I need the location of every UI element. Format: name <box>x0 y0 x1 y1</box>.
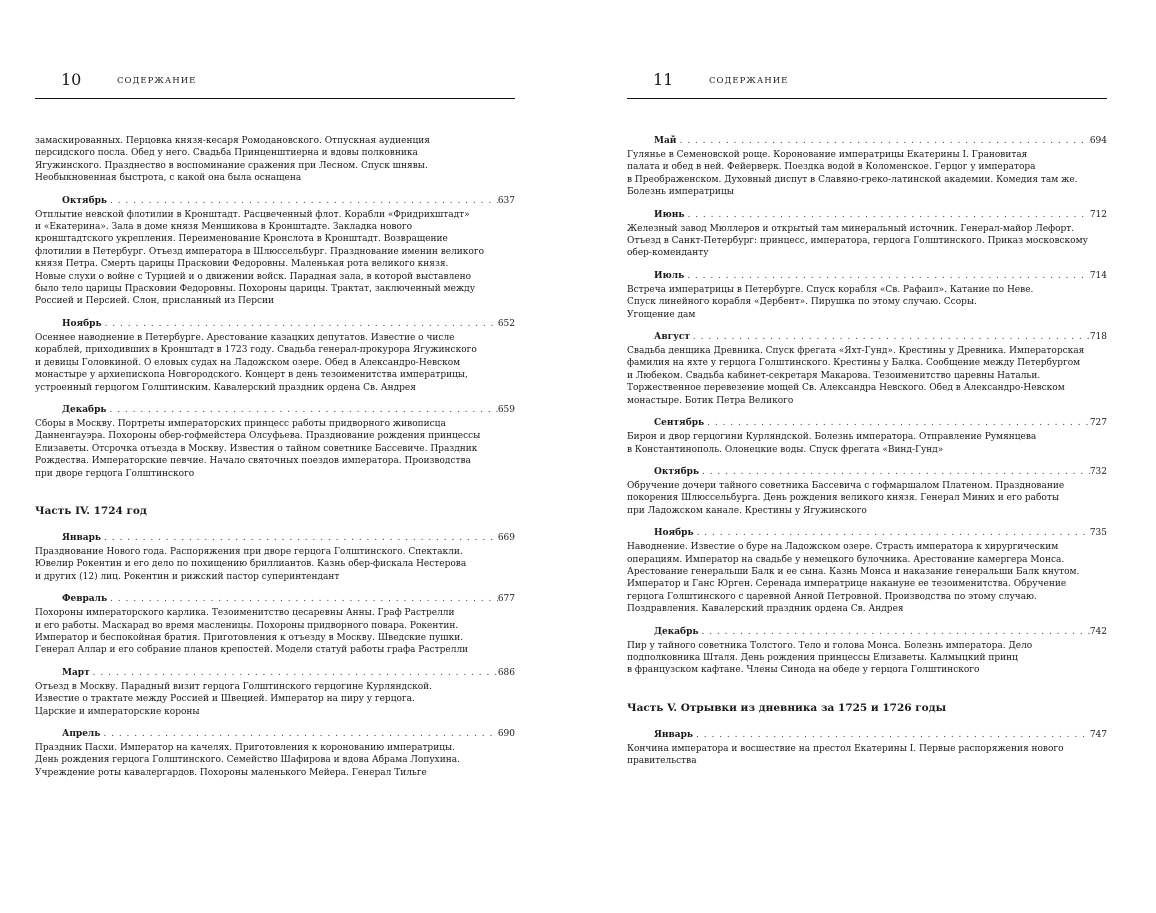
description-line: Бирон и двор герцогини Курляндской. Болезнь императора. Отправление Румянцева <box>627 432 1037 443</box>
entry-description <box>35 681 515 718</box>
description-line: Ягужинского. Празднество в воспоминание сражения при Лесном. Спуск шнявы. <box>35 160 428 171</box>
toc-entry <box>35 667 515 718</box>
description-line: Обручение дочери тайного советника Бассевича с гофмаршалом Платеном. Празднование <box>627 480 1065 491</box>
part-title: Часть V. Отрывки из дневника за 1725 и 1726 годы <box>627 701 947 714</box>
toc-entry <box>35 404 515 480</box>
entry-description <box>627 345 1107 407</box>
right-page <box>627 0 1107 913</box>
description-line: Учреждение роты кавалергардов. Похороны маленького Мейера. Генерал Тильге <box>35 767 427 778</box>
dot-leader <box>90 667 498 680</box>
page-reference: 637 <box>497 195 515 206</box>
description-line: фамилия на яхте у герцога Голштинского. Крестины у Балка. Сообщение между Петербургом <box>627 358 1081 369</box>
description-line: при Ладожском канале. Крестины у Ягужинского <box>627 505 867 516</box>
page-reference: 735 <box>1089 528 1107 539</box>
dot-leader <box>107 593 498 606</box>
page-reference: 727 <box>1089 418 1107 429</box>
month-label: Май <box>654 136 677 146</box>
toc-entry <box>627 270 1107 321</box>
description-line: Отплытие невской флотилии в Кронштадт. Расцвеченный флот. Корабли «Фридрихштадт» <box>35 209 470 220</box>
page-reference: 677 <box>497 594 515 605</box>
dot-leader <box>698 626 1089 639</box>
toc-entry-heading <box>35 667 515 680</box>
entry-description <box>627 223 1107 260</box>
page-reference: 712 <box>1089 209 1107 220</box>
entry-description <box>35 332 515 394</box>
description-line: Похороны императорского карлика. Тезоименитство цесаревны Анны. Граф Растрелли <box>35 608 455 619</box>
description-line: Арестование генеральши Балк и ее сына. Казнь Монса и наказание генеральши Балк кнутом. <box>627 566 1080 577</box>
dot-leader <box>107 195 498 208</box>
entry-description <box>627 149 1107 199</box>
description-line: Елизаветы. Отсрочка отъезда в Москву. Известия о тайном советнике Бассевиче. Праздник <box>35 443 478 454</box>
dot-leader <box>690 331 1090 344</box>
toc-entry-heading <box>627 209 1107 222</box>
description-line: Новые слухи о войне с Турцией и о движении войск. Парадная зала, в которой выставлено <box>35 271 472 282</box>
month-label: Март <box>62 667 90 678</box>
month-label: Февраль <box>62 594 108 605</box>
dot-leader <box>699 466 1090 479</box>
month-label: Декабрь <box>62 404 107 415</box>
toc-intro-text <box>35 135 515 185</box>
description-line: и других (12) лиц. Рокентин и рижский пастор суперинтендант <box>35 571 340 582</box>
toc-entry <box>35 593 515 657</box>
description-line: правительства <box>627 756 697 767</box>
entry-description <box>35 742 515 779</box>
description-line: Царские и императорские короны <box>35 706 200 717</box>
entry-description <box>627 743 1107 768</box>
description-line: покорения Шлюссельбурга. День рождения великого князя. Генерал Миних и его работы <box>627 493 1059 504</box>
dot-leader <box>693 729 1090 742</box>
dot-leader <box>101 532 498 545</box>
toc-entry <box>627 209 1107 260</box>
toc-entry-heading <box>627 331 1107 344</box>
entry-description <box>627 640 1107 677</box>
month-label: Ноябрь <box>654 528 694 539</box>
description-line: Генерал Аллар и его собрание планов крепостей. Модели статуй работы графа Растрелли <box>35 645 469 656</box>
description-line: Праздник Пасхи. Император на качелях. Приготовления к коронованию императрицы. <box>35 743 456 753</box>
description-line: Гулянье в Семеновской роще. Коронование императрицы Екатерины I. Грановитая <box>627 150 1028 160</box>
toc-content <box>35 134 515 789</box>
toc-entry <box>627 417 1107 456</box>
description-line: Необыкновенная быстрота, с какой она была оснащена <box>35 173 302 184</box>
page-reference: 669 <box>497 532 515 543</box>
left-page <box>35 0 515 913</box>
page-reference: 694 <box>1089 136 1107 146</box>
description-line: Сборы в Москву. Портреты императорских принцесс работы придворного живописца <box>35 418 446 429</box>
month-label: Январь <box>654 729 694 740</box>
description-line: было тело царицы Прасковии Федоровны. Похороны царицы. Трактат, заключенный между <box>35 284 476 295</box>
toc-entry-heading <box>627 466 1107 479</box>
toc-entry-heading <box>627 527 1107 540</box>
description-line: Отъезд в Москву. Парадный визит герцога Голштинского герцогине Курляндской. <box>35 681 433 692</box>
toc-entry <box>627 729 1107 768</box>
description-line: Россией и Персией. Слон, присланный из Персии <box>35 296 275 307</box>
entry-description <box>35 607 515 657</box>
description-line: герцога Голштинского с царевной Анной Петровной. Производства по этому случаю. <box>627 591 1037 602</box>
description-line: Кончина императора и восшествие на престол Екатерины I. Первые распоряжения нового <box>627 743 1064 754</box>
description-line: Празднование Нового года. Распоряжения при дворе герцога Голштинского. Спектакли. <box>35 546 463 557</box>
toc-entry-heading <box>35 728 515 741</box>
month-label: Ноябрь <box>62 318 102 329</box>
toc-entry <box>627 527 1107 615</box>
toc-entry <box>627 466 1107 517</box>
dot-leader <box>676 135 1089 148</box>
running-head: СОДЕРЖАНИЕ <box>709 76 789 86</box>
toc-entry <box>35 532 515 583</box>
description-line: Император и Ганс Юрген. Серенада императрице накануне ее тезоименитства. Обручение <box>627 579 1067 590</box>
description-line: в Константинополь. Олонецкие воды. Спуск фрегата «Винд-Гунд» <box>627 444 944 455</box>
month-label: Октябрь <box>62 195 107 206</box>
month-label: Август <box>654 332 690 343</box>
description-line: Встреча императрицы в Петербурге. Спуск корабля «Св. Рафаил». Катание по Неве. <box>627 284 1034 295</box>
entry-description <box>35 546 515 583</box>
entry-description <box>627 480 1107 517</box>
toc-entry <box>627 626 1107 677</box>
page-reference: 742 <box>1089 626 1107 637</box>
description-line: Данненгауэра. Похороны обер-гофмейстера Олсуфьева. Празднование рождения принцессы <box>35 431 481 442</box>
description-line: Свадьба денщика Древника. Спуск фрегата «Яхт-Гунд». Крестины у Древника. Императорская <box>627 346 1085 357</box>
dot-leader <box>704 417 1090 430</box>
description-line: устроенный герцогом Голштинским. Кавалерский праздник ордена Св. Андрея <box>35 382 416 393</box>
description-line: Торжественное перевезение мощей Св. Александра Невского. Обед в Александро-Невском <box>627 383 1065 394</box>
description-line: Ювелир Рокентин и его дело по похищению бриллиантов. Казнь обер-фискала Нестерова <box>35 559 467 570</box>
toc-entries <box>35 532 515 779</box>
entry-description <box>35 209 515 308</box>
entry-description <box>627 284 1107 321</box>
toc-entry-heading <box>35 593 515 606</box>
description-line: Болезнь императрицы <box>627 187 734 198</box>
description-line: Пир у тайного советника Толстого. Тело и голова Монса. Болезнь императора. Дело <box>627 640 1033 651</box>
month-label: Июль <box>654 270 685 281</box>
toc-entry <box>627 331 1107 407</box>
month-label: Декабрь <box>654 626 699 637</box>
toc-entry-heading <box>35 532 515 545</box>
description-line: День рождения герцога Голштинского. Семейство Шафирова и вдова Абрама Лопухина. <box>35 755 460 766</box>
description-line: замаскированных. Перцовка князя-кесаря Ромодановского. Отпускная аудиенция <box>35 136 430 146</box>
page-header <box>35 68 515 99</box>
entry-description <box>35 135 515 185</box>
description-line: монастыре у архиепископа Новгородского. Концерт в день тезоименитства императрицы, <box>35 370 468 381</box>
toc-content <box>627 135 1107 778</box>
description-line: Император и беспокойная братия. Приготовления к отъезду в Москву. Шведские пушки. <box>35 632 464 643</box>
entry-description <box>627 431 1107 456</box>
description-line: при дворе герцога Голштинского <box>35 468 195 479</box>
month-label: Январь <box>62 532 102 543</box>
dot-leader <box>684 209 1089 222</box>
entry-description <box>35 418 515 480</box>
toc-entry-heading <box>627 626 1107 639</box>
toc-entry-heading <box>35 404 515 417</box>
description-line: и «Екатерина». Зала в доме князя Меншикова в Кронштадте. Закладка нового <box>35 222 413 233</box>
description-line: и его работы. Маскарад во время масленицы. Похороны придворного повара. Рокентин. <box>35 620 459 631</box>
description-line: обер-коменданту <box>627 248 709 259</box>
toc-entry <box>35 728 515 779</box>
toc-entry <box>35 195 515 308</box>
description-line: Осеннее наводнение в Петербурге. Арестование казацких депутатов. Известие о числе <box>35 332 455 343</box>
toc-entries <box>627 729 1107 768</box>
dot-leader <box>106 404 497 417</box>
toc-entry-heading <box>35 318 515 331</box>
page-number: 11 <box>653 70 674 89</box>
description-line: Угощение дам <box>627 309 696 320</box>
page-reference: 690 <box>497 729 515 739</box>
month-label: Сентябрь <box>654 418 705 429</box>
description-line: подполковника Шталя. День рождения принцессы Елизаветы. Калмыцкий принц <box>627 652 1018 663</box>
description-line: в французском кафтане. Члены Синода на обеде у герцога Голштинского <box>627 665 980 676</box>
description-line: монастыре. Ботик Петра Великого <box>627 395 794 406</box>
page-header <box>627 68 1107 99</box>
toc-entries <box>35 195 515 480</box>
description-line: Спуск линейного корабля «Дербент». Пирушка по этому случаю. Ссоры. <box>627 297 977 308</box>
page-number: 10 <box>61 70 82 89</box>
description-line: и девицы Головкиной. О еловых судах на Ладожском озере. Обед в Александро-Невском <box>35 357 461 368</box>
toc-entries <box>627 135 1107 677</box>
description-line: Поздравления. Кавалерский праздник ордена Св. Андрея <box>627 604 904 615</box>
description-line: Железный завод Мюллеров и открытый там минеральный источник. Генерал-майор Лефорт. <box>627 223 1075 234</box>
description-line: операциям. Император на свадьбе у немецкого булочника. Арестование камергера Монса. <box>627 554 1065 565</box>
toc-entry <box>35 318 515 394</box>
description-line: Отъезд в Санкт-Петербург: принцесс, императора, герцога Голштинского. Приказ московскому <box>627 236 1088 247</box>
description-line: палата и обед в ней. Фейерверк. Поездка водой в Коломенское. Герцог у императора <box>627 162 1036 173</box>
dot-leader <box>684 270 1090 283</box>
page-reference: 732 <box>1089 466 1107 477</box>
dot-leader <box>694 527 1090 540</box>
description-line: Наводнение. Известие о буре на Ладожском озере. Страсть императора к хирургическим <box>627 542 1059 553</box>
dot-leader <box>100 728 497 741</box>
toc-entry-heading <box>627 729 1107 742</box>
running-head: СОДЕРЖАНИЕ <box>117 76 197 86</box>
month-label: Апрель <box>62 729 101 739</box>
description-line: кронштадтского укрепления. Переименование Кронслота в Кронштадт. Возвращение <box>35 234 448 245</box>
description-line: флотилии в Петербург. Отъезд императора в Шлюссельбург. Празднование именин великого <box>35 246 484 257</box>
description-line: Известие о трактате между Россией и Швецией. Император на пиру у герцога. <box>35 694 415 705</box>
entry-description <box>627 541 1107 615</box>
part-title: Часть IV. 1724 год <box>35 504 147 517</box>
page-reference: 747 <box>1089 729 1107 740</box>
description-line: персидского посла. Обед у него. Свадьба Принценштиерна и вдовы полковника <box>35 148 418 159</box>
month-label: Июнь <box>654 209 685 220</box>
toc-entry-heading <box>627 417 1107 430</box>
description-line: и Любеком. Свадьба кабинет-секретаря Макарова. Тезоименитство царевны Натальи. <box>627 370 1041 381</box>
description-line: князя Петра. Смерть царицы Прасковии Федоровны. Маленькая рота великого князя. <box>35 259 449 270</box>
page-reference: 686 <box>497 667 515 678</box>
page-reference: 659 <box>497 404 515 415</box>
description-line: Рождества. Императорские певчие. Начало святочных поездов императора. Производства <box>35 456 471 467</box>
description-line: в Преображенском. Духовный диспут в Славяно-греко-латинской академии. Комедия там же. <box>627 174 1078 185</box>
page-reference: 718 <box>1089 332 1107 343</box>
toc-entry-heading <box>627 270 1107 283</box>
description-line: кораблей, приходивших в Кронштадт в 1723 году. Свадьба генерал-прокурора Ягужинского <box>35 345 477 356</box>
toc-entry-heading <box>35 195 515 208</box>
month-label: Октябрь <box>654 466 699 477</box>
toc-entry <box>627 135 1107 199</box>
dot-leader <box>102 318 498 331</box>
toc-entry-heading <box>627 135 1107 148</box>
page-reference: 714 <box>1089 270 1107 281</box>
page-reference: 652 <box>497 318 515 329</box>
